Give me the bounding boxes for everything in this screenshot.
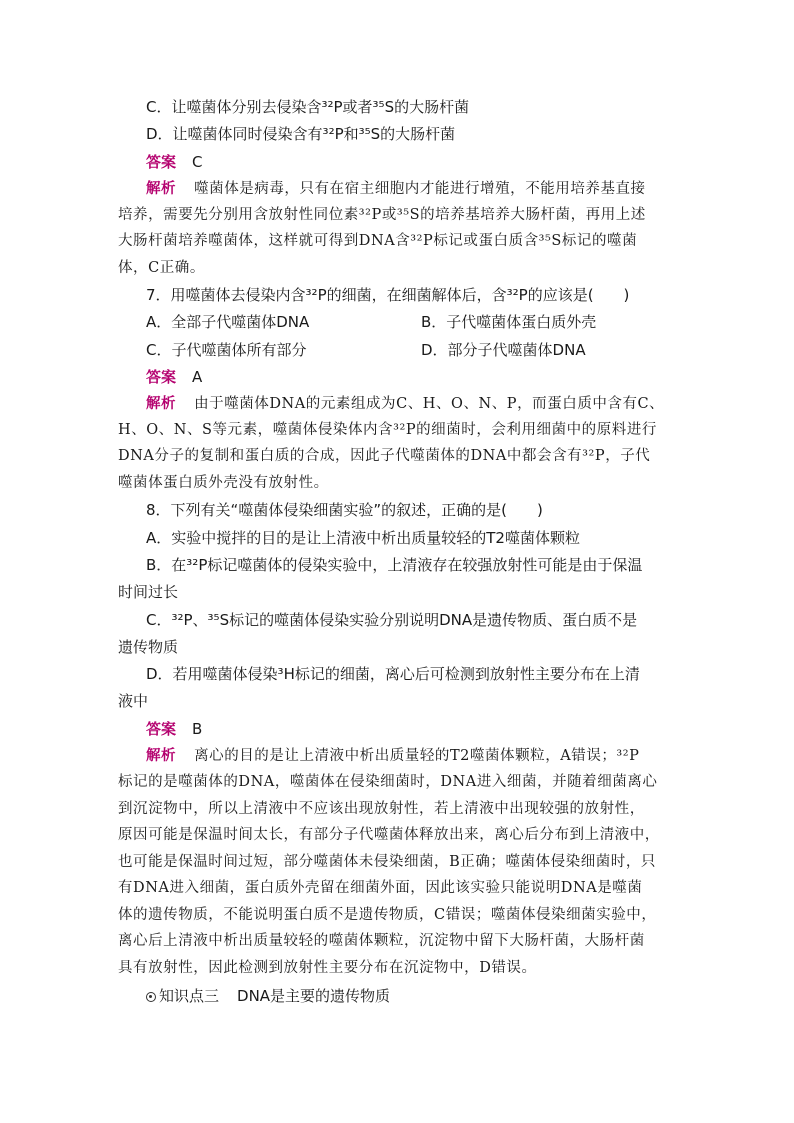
q8-option-a: A．实验中搅拌的目的是让上清液中析出质量较轻的T2噬菌体颗粒 xyxy=(146,529,580,547)
answer-label: 答案 xyxy=(146,720,177,738)
answer-value: B xyxy=(192,720,203,738)
explain-text: 离心的目的是让上清液中析出质量轻的T2噬菌体颗粒，A错误；³²P xyxy=(194,748,640,764)
q7-explain-line-3: DNA分子的复制和蛋白质的合成，因此子代噬菌体的DNA中都会含有³²P，子代 xyxy=(118,448,651,464)
q8-explain-line-3: 到沉淀物中，所以上清液中不应该出现放射性，若上清液中出现较强的放射性， xyxy=(118,801,645,817)
q8-answer xyxy=(146,718,202,740)
knowledge-point-label: 知识点三 xyxy=(159,987,220,1005)
q7-option-d: D．部分子代噬菌体DNA xyxy=(421,341,586,359)
explain-label: 解析 xyxy=(146,396,177,412)
knowledge-point-title: DNA是主要的遗传物质 xyxy=(237,987,391,1005)
q6-explain-line-4: 体，C正确。 xyxy=(118,260,205,276)
q6-explain-line-3: 大肠杆菌培养噬菌体，这样就可得到DNA含³²P标记或蛋白质含³⁵S标记的噬菌 xyxy=(118,233,638,249)
q8-option-d-line-1: D．若用噬菌体侵染³H标记的细菌，离心后可检测到放射性主要分布在上清 xyxy=(146,665,640,683)
q6-option-c: C．让噬菌体分别去侵染含³²P或者³⁵S的大肠杆菌 xyxy=(146,98,470,116)
q8-option-d-line-2: 液中 xyxy=(118,692,149,710)
target-bullet-icon xyxy=(146,992,156,1002)
q8-option-c-line-2: 遗传物质 xyxy=(118,638,179,656)
q7-answer xyxy=(146,366,202,388)
answer-label: 答案 xyxy=(146,368,177,386)
q8-explain-line-1 xyxy=(146,745,639,767)
answer-value: A xyxy=(192,368,203,386)
q8-stem: 8．下列有关“噬菌体侵染细菌实验”的叙述，正确的是( ) xyxy=(146,501,543,519)
q6-answer xyxy=(146,151,203,173)
q6-option-d: D．让噬菌体同时侵染含有³²P和³⁵S的大肠杆菌 xyxy=(146,125,456,143)
q8-option-c-line-1: C．³²P、³⁵S标记的噬菌体侵染实验分别说明DNA是遗传物质、蛋白质不是 xyxy=(146,611,638,629)
q8-explain-line-5: 也可能是保温时间过短，部分噬菌体未侵染细菌，B正确；噬菌体侵染细菌时，只 xyxy=(118,854,656,870)
explain-label: 解析 xyxy=(146,748,177,764)
q7-option-a: A．全部子代噬菌体DNA xyxy=(146,313,310,331)
q8-explain-line-9: 具有放射性，因此检测到放射性主要分布在沉淀物中，D错误。 xyxy=(118,960,537,976)
q7-explain-line-4: 噬菌体蛋白质外壳没有放射性。 xyxy=(118,475,329,491)
explain-text: 由于噬菌体DNA的元素组成为C、H、O、N、P，而蛋白质中含有C、 xyxy=(194,396,665,412)
q8-explain-line-4: 原因可能是保温时间太长，有部分子代噬菌体释放出来，离心后分布到上清液中， xyxy=(118,827,660,843)
explain-label: 解析 xyxy=(146,181,177,197)
q7-option-b: B．子代噬菌体蛋白质外壳 xyxy=(421,313,597,331)
q8-explain-line-7: 体的遗传物质，不能说明蛋白质不是遗传物质，C错误；噬菌体侵染细菌实验中， xyxy=(118,907,657,923)
knowledge-point-heading xyxy=(146,985,390,1007)
q7-option-c: C．子代噬菌体所有部分 xyxy=(146,341,307,359)
explain-text: 噬菌体是病毒，只有在宿主细胞内才能进行增殖，不能用培养基直接 xyxy=(194,181,646,197)
q6-explain-line-1 xyxy=(146,178,646,200)
q8-explain-line-6: 有DNA进入细菌，蛋白质外壳留在细菌外面，因此该实验只能说明DNA是噬菌 xyxy=(118,880,643,896)
q8-option-b-line-1: B．在³²P标记噬菌体的侵染实验中，上清液存在较强放射性可能是由于保温 xyxy=(146,556,643,574)
answer-label: 答案 xyxy=(146,153,177,171)
answer-value: C xyxy=(192,153,203,171)
q7-explain-line-1 xyxy=(146,393,664,415)
q6-explain-line-2: 培养，需要先分别用含放射性同位素³²P或³⁵S的培养基培养大肠杆菌，再用上述 xyxy=(118,207,646,223)
q8-explain-line-8: 离心后上清液中析出质量较轻的噬菌体颗粒，沉淀物中留下大肠杆菌，大肠杆菌 xyxy=(118,933,645,949)
q8-explain-line-2: 标记的是噬菌体的DNA，噬菌体在侵染细菌时，DNA进入细菌，并随着细菌离心 xyxy=(118,774,658,790)
q7-explain-line-2: H、O、N、S等元素，噬菌体侵染体内含³²P的细菌时，会利用细菌中的原料进行 xyxy=(118,422,657,438)
q8-option-b-line-2: 时间过长 xyxy=(118,583,179,601)
q7-stem: 7．用噬菌体去侵染内含³²P的细菌，在细菌解体后，含³²P的应该是( ) xyxy=(146,286,630,304)
